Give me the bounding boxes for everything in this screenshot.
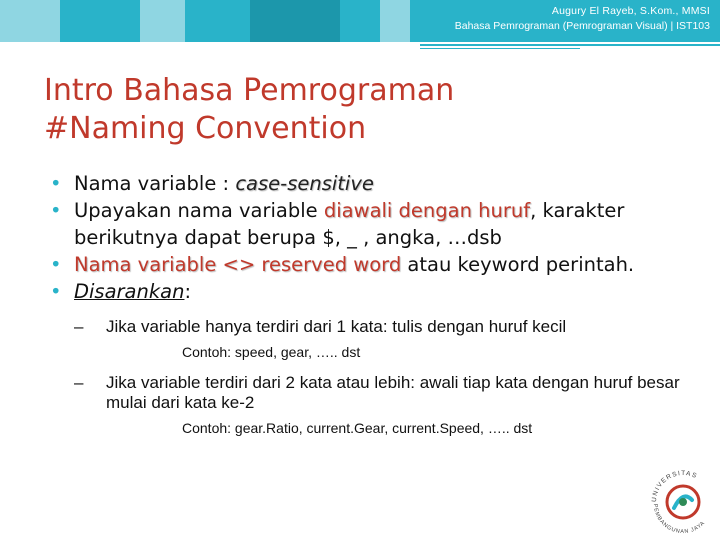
university-logo: [646, 460, 720, 540]
course-text: Bahasa Pemrograman (Pemrograman Visual) | IST103: [454, 20, 710, 32]
header-divider-short: [420, 48, 580, 49]
slide-title: [44, 72, 454, 148]
header-divider: [420, 44, 720, 46]
example-multi-word: Contoh: gear.Ratio, current.Gear, current.Speed, ….. dst: [182, 420, 533, 436]
sub-item-text: Jika variable terdiri dari 2 kata atau lebih: awali tiap kata dengan huruf besar mulai dari kata ke-2: [106, 373, 680, 412]
title-line-1: Intro Bahasa Pemrograman: [44, 73, 455, 108]
bullet-case-sensitive: [44, 170, 704, 197]
sub-item-multi-word: [72, 373, 704, 413]
author-text: Augury El Rayeb, S.Kom., MMSI: [551, 5, 710, 17]
bullet-highlight: case-sensitive: [235, 172, 374, 195]
header-band: [0, 0, 720, 42]
logo-text-top: UNIVERSITAS: [650, 469, 699, 503]
example-single-word: Contoh: speed, gear, ….. dst: [182, 344, 361, 360]
bullet-highlight: diawali dengan huruf: [323, 199, 531, 222]
dash-icon: –: [74, 317, 84, 336]
title-line-2: #Naming Convention: [44, 111, 367, 146]
sub-item-single-word: [72, 317, 704, 337]
bullet-text-suffix: , karakter berikutnya dapat berupa $, _ , angka, …dsb: [74, 199, 625, 249]
header-stripe: [380, 0, 410, 42]
logo-text-bottom: PEMBANGUNAN JAYA: [651, 503, 707, 536]
header-stripe: [0, 0, 60, 42]
bullet-text: Nama variable :: [74, 172, 236, 195]
slide-content: [44, 170, 704, 437]
sub-item-text: Jika variable hanya terdiri dari 1 kata: tulis dengan huruf kecil: [106, 317, 567, 336]
logo-dot: [679, 498, 687, 506]
dash-icon: –: [74, 373, 84, 392]
bullet-label: Disarankan: [74, 280, 185, 303]
bullet-text-suffix: atau keyword perintah.: [401, 253, 635, 276]
bullet-text: Upayakan nama variable: [74, 199, 324, 222]
bullet-icon: •: [50, 253, 62, 276]
bullet-text-suffix: :: [184, 280, 192, 303]
bullet-highlight: Nama variable <> reserved word: [74, 253, 402, 276]
header-stripe: [250, 0, 340, 42]
bullet-naming-start: [44, 197, 704, 251]
header-stripe: [140, 0, 185, 42]
bullet-reserved-word: [44, 251, 704, 278]
bullet-icon: •: [50, 199, 62, 222]
bullet-icon: •: [50, 280, 62, 303]
bullet-icon: •: [50, 172, 62, 195]
bullet-recommended: [44, 278, 704, 305]
